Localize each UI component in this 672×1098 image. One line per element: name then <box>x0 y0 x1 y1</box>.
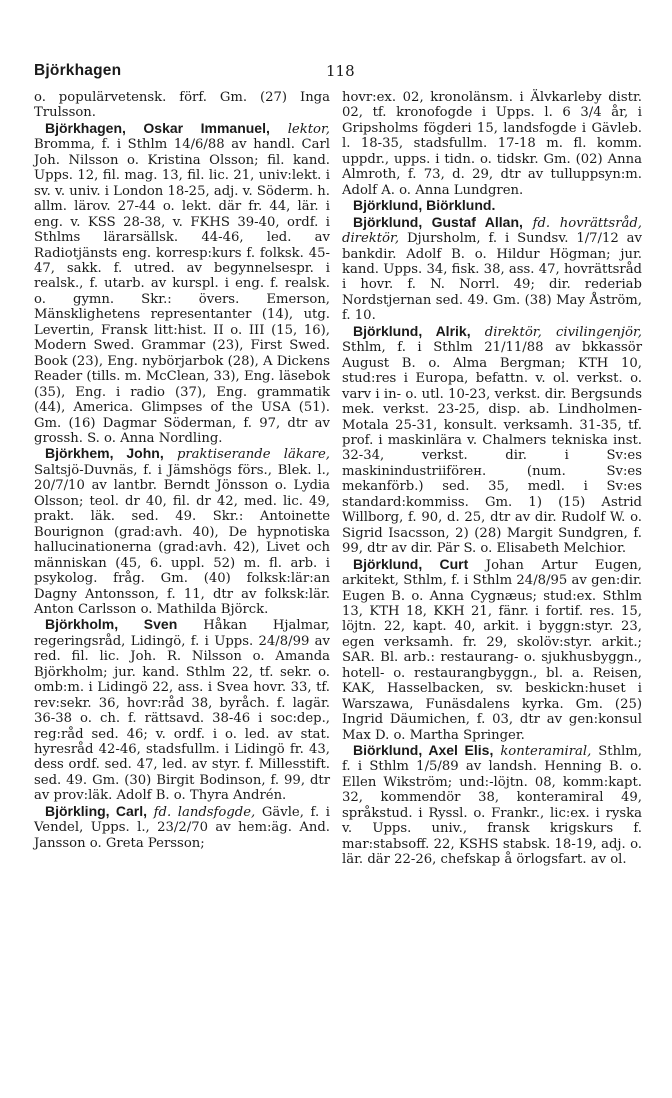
biography-entry <box>342 324 642 557</box>
entry-headword: Björkholm, Sven <box>45 616 178 633</box>
entry-headword: Björkhagen, Oskar Immanuel, <box>45 119 270 136</box>
entry-text: Gävle, f. i Vendel, Upps. l., 23/2/70 av hem:äg. And. Jansson o. Greta Persson; <box>34 804 330 851</box>
entry-headword: Björkling, Carl, <box>45 802 147 819</box>
biography-entry <box>34 617 330 803</box>
entry-continuation <box>342 90 642 198</box>
entry-headword: Björklund, Curt <box>353 555 469 572</box>
entry-occupation: praktiserande läkare, <box>176 447 330 463</box>
page-number: 118 <box>326 62 355 80</box>
biography-entry <box>342 743 642 868</box>
left-column <box>34 90 330 851</box>
entry-text: Bromma, f. i Sthlm 14/6/88 av handl. Carl Joh. Nilsson o. Kristina Olsson; fil. kand. Upps. 12, fil. mag. 13, fil. lic. 21, univ:lekt. i sv. v. univ. i London 18-25, adj. v. Söderm. h. allm. lärov. 27-44 o. lekt. där fr. 44, lär. i eng. v. KSS 28-38, v. FKHS 39-40, ordf. i Sthlms lärarsällsk. 44-46, led. av Radiotjänsts eng. korresp:kurs f. folksk. 45-47, sakk. f. utred. av begynnelsespr. i realsk., f. utarb. av kurspl. i eng. f. realsk. o. gymn. Skr.: övers. Emerson, Mänsklighetens representanter (14), utg. Levertin, Fransk litt:hist. II o. III (15, 16), Modern Swed. Grammar (23), First Swed. Book (23), Eng. nybörjarbok (28), A Dickens Reader (tills. m. McClean, 33), Eng. läsebok (35), Eng. i radio (37), Eng. grammatik (44), America. Glimpses of the USA (51). Gm. (16) Dagmar Söderman, f. 97, dtr av grossh. S. o. Anna Nordling. <box>34 137 331 446</box>
biography-entry <box>34 804 330 851</box>
entry-headword: Björklund, Gustaf Allan, <box>353 213 523 230</box>
entry-text: Sthlm, f. i Sthlm 21/11/88 av bkkassör August B. o. Alma Bergman; KTH 10, stud:res i Europa, befattn. v. ol. verkst. o. varv i in- o. utl. 10-23, verkst. dir. Bergsunds mek. verkst. 23-25, disp. ab. Lindholmen-Motala 25-31, konsult. verksamh. 31-35, tf. prof. i maskinlära v. Chalmers tekniska inst. 32-34, verkst. dir. i Sv:es maskinindustriiföreн. (num. Sv:es mekanförb.) sed. 35, medl. i Sv:es standard:kommiss. Gm. 1) (15) Astrid Willborg, f. 90, d. 25, dtr av dir. Rudolf W. o. Sigrid Isacsson, 2) (28) Margit Sundgren, f. 99, dtr av dir. Pär S. o. Elisabeth Melchior. <box>342 340 642 557</box>
running-head <box>34 62 642 86</box>
entry-text: Johan Artur Eugen, arkitekt, Sthlm, f. i Sthlm 24/8/95 av gen:dir. Eugen B. o. Anna Cygnæus; stud:ex. Sthlm 13, KTH 18, KKH 21, fänr. i fortif. res. 15, löjtn. 22, kapt. 40, arkit. i byggn:styr. 23, egen verksamh. fr. 29, skolöv:styr. arkit.; SAR. Bl. arb.: restaurang- o. sjukhusbyggn., hotell- o. restaurangbyggn., bl. a. Reisen, KAK, Hasselbacken, sv. beskickn:huset i Warszawa, Funäsdalens kyrka. Gm. (25) Ingrid Däumichen, f. 03, dtr av gen:konsul Max D. o. Martha Springer. <box>342 557 642 743</box>
entry-text: Saltsjö-Duvnäs, f. i Jämshögs förs., Blek. l., 20/7/10 av lantbr. Berndt Jönsson o. Lydia Olsson; teol. dr 40, fil. dr 42, med. lic. 49, prakt. läk. sed. 49. Skr.: Antoinette Bourignon (grad:avh. 40), De hypnotiska hallucinationerna (grad:avh. 42), Livet och människan (45, 6. uppl. 52) m. fl. arb. i psykolog. fråg. Gm. (40) folksk:lär:an Dagny Antonsson, f. 11, dtr av folksk:lär. Anton Carlsson o. Mathilda Björck. <box>34 462 330 617</box>
entry-text: Djursholm, f. i Sundsv. 1/7/12 av bankdir. Adolf B. o. Hildur Högman; jur. kand. Upps. 34, fisk. 38, ass. 47, hovrättsråd i hovr. f. N. Norrl. 49; dir. rederiab Nordstjernan sed. 49. Gm. (38) May Åström, f. 10. <box>342 231 642 324</box>
biography-entry <box>342 557 642 743</box>
entry-headword: Björkhem, John, <box>45 445 164 462</box>
entry-headword: Björklund, Alrik, <box>353 322 471 339</box>
entry-headword: Biörklund, Axel Elis, <box>353 742 494 759</box>
entry-occupation: lektor, <box>287 121 330 137</box>
entry-text: hovr:ex. 02, kronolänsm. i Älvkarleby distr. 02, tf. kronofogde i Upps. l. 6 3/4 år, i Gripsholms fögderi 15, landsfogde i Gävleb. l. 18-35, stadsfullm. 17-18 m. fl. komm. uppdr., upps. i tidn. o. tidskr. Gm. (02) Anna Almroth, f. 73, d. 29, dtr av tulluppsyn:m. Adolf A. o. Anna Lundgren. <box>342 90 642 198</box>
entry-occupation: direktör, civilingenjör, <box>484 324 642 340</box>
biography-entry <box>342 215 642 324</box>
entry-text: o. populärvetensk. förf. Gm. (27) Inga Trulsson. <box>34 90 330 121</box>
entry-occupation: fd. hovrättsråd, direktör, <box>342 215 642 247</box>
running-head-title: Björkhagen <box>34 62 122 79</box>
entry-text: Håkan Hjalmar, regeringsråd, Lidingö, f. i Upps. 24/8/99 av red. fil. lic. Joh. R. Nilsson o. Amanda Björkholm; jur. kand. Sthlm 22, tf. sekr. o. omb:m. i Lidingö 22, ass. i Svea hovr. 33, tf. rev:sekr. 36, hovr:råd 38, byråch. f. lagär. 36-38 o. ch. f. rättsavd. 38-46 i soc:dep., reg:råd sed. 46; v. ordf. i o. led. av stat. hyresråd 42-46, stadsfullm. i Lidingö fr. 43, dess ordf. sed. 47, led. av styr. f. Millesstift. sed. 49. Gm. (30) Birgit Bodinson, f. 99, dtr av prov:läk. Adolf B. o. Thyra Andrén. <box>34 618 330 804</box>
entry-occupation: konteramiral, <box>500 744 592 760</box>
entry-continuation <box>34 90 330 121</box>
biography-entry <box>342 198 642 214</box>
biography-entry <box>34 446 330 617</box>
biography-entry <box>34 121 330 447</box>
entry-occupation: fd. landsfogde, <box>153 804 256 820</box>
entry-text: Sthlm, f. i Sthlm 1/5/89 av landsh. Henning B. o. Ellen Wikström; und:-löjtn. 08, komm:kapt. 32, kommendör 38, konteramiral 49, språkstud. i Ryssl. o. Frankr., lic:ex. i ryska v. Upps. univ., fransk krigskurs f. mar:stabsoff. 22, KSHS stabsk. 18-19, adj. o. lär. där 22-26, chefskap å örlogsfart. av ol. <box>342 744 642 868</box>
right-column <box>342 90 642 868</box>
entry-headword: Björklund, Biörklund. <box>353 197 496 214</box>
